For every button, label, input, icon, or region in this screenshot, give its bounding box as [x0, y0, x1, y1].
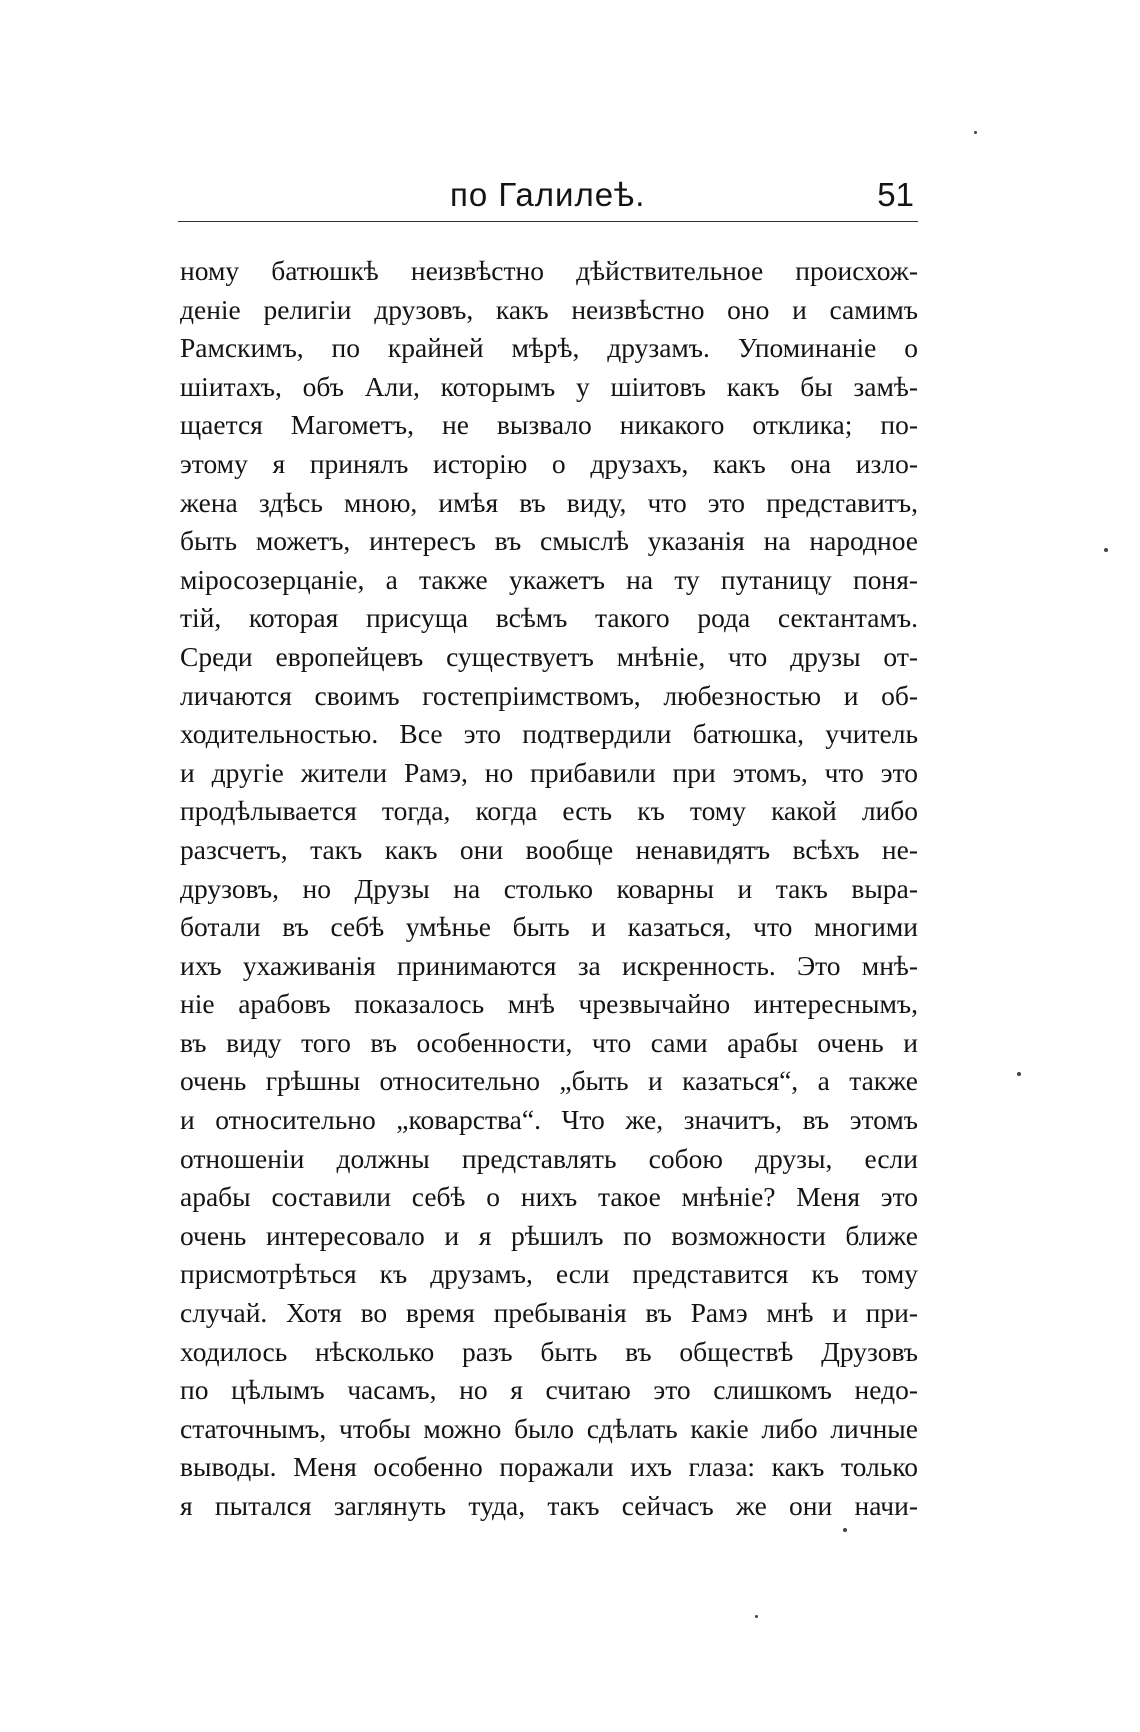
text-line: отношеніи должны представлять собою друзы, если: [180, 1142, 918, 1174]
text-line: и относительно „коварства“. Что же, значитъ, въ этомъ: [180, 1104, 918, 1136]
text-line: арабы составили себѣ о нихъ такое мнѣніе? Меня это: [180, 1181, 918, 1213]
text-line: Рамскимъ, по крайней мѣрѣ, друзамъ. Упоминаніе о: [180, 332, 918, 364]
text-line: по цѣлымъ часамъ, но я считаю это слишкомъ недо-: [180, 1374, 918, 1406]
text-line: міросозерцаніе, а также укажетъ на ту путаницу поня-: [180, 563, 918, 595]
ink-speck: [1017, 1072, 1021, 1076]
text-line: разсчетъ, такъ какъ они вообще ненавидятъ всѣхъ не-: [180, 833, 918, 865]
text-line: выводы. Меня особенно поражали ихъ глаза: какъ только: [180, 1451, 918, 1483]
ink-speck: [843, 1528, 847, 1532]
text-line: жена здѣсь мною, имѣя въ виду, что это представитъ,: [180, 486, 918, 518]
body-text: [180, 252, 918, 1526]
text-line: присмотрѣться къ друзамъ, если представится къ тому: [180, 1258, 918, 1290]
text-line: случай. Хотя во время пребыванія въ Рамэ мнѣ и при-: [180, 1297, 918, 1329]
text-line: Среди европейцевъ существуетъ мнѣніе, что друзы от-: [180, 640, 918, 672]
text-line: ному батюшкѣ неизвѣстно дѣйствительное происхож-: [180, 255, 918, 286]
text-line: ботали въ себѣ умѣнье быть и казаться, что многими: [180, 911, 918, 943]
text-line: ходительностью. Все это подтвердили батюшка, учитель: [180, 718, 918, 750]
running-title: по Галилеѣ.: [450, 176, 646, 213]
ink-speck: [1104, 548, 1108, 552]
ink-speck: [974, 131, 977, 134]
text-line: статочнымъ, чтобы можно было сдѣлать какіе либо личные: [180, 1412, 918, 1444]
text-line: щается Магометъ, не вызвало никакого отклика; по-: [180, 409, 918, 441]
text-line: и другіе жители Рамэ, но прибавили при этомъ, что это: [180, 756, 918, 788]
text-line: друзовъ, но Друзы на столько коварны и такъ выра-: [180, 872, 918, 904]
text-line: шіитахъ, объ Али, которымъ у шіитовъ какъ бы замѣ-: [180, 370, 918, 402]
text-line: очень грѣшны относительно „быть и казаться“, а также: [180, 1065, 918, 1097]
text-line: личаются своимъ гостепріимствомъ, любезностью и об-: [180, 679, 918, 711]
text-line: въ виду того въ особенности, что сами арабы очень и: [180, 1026, 918, 1058]
ink-speck: [755, 1615, 758, 1618]
text-line: ходилось нѣсколько разъ быть въ обществѣ Друзовъ: [180, 1335, 918, 1367]
text-line: ихъ ухаживанія принимаются за искренность. Это мнѣ-: [180, 949, 918, 981]
text-line: деніе религіи друзовъ, какъ неизвѣстно оно и самимъ: [180, 293, 918, 325]
text-line: я пытался заглянуть туда, такъ сейчасъ же они начи-: [180, 1490, 918, 1521]
text-line: этому я принялъ исторію о друзахъ, какъ она изло-: [180, 447, 918, 479]
text-line: продѣлывается тогда, когда есть къ тому какой либо: [180, 795, 918, 827]
page-number: 51: [877, 176, 914, 213]
header-rule: [178, 221, 918, 222]
text-line: быть можетъ, интересъ въ смыслѣ указанія на народное: [180, 525, 918, 557]
text-line: очень интересовало и я рѣшилъ по возможности ближе: [180, 1219, 918, 1251]
running-header: [178, 172, 918, 222]
text-line: ніе арабовъ показалось мнѣ чрезвычайно интереснымъ,: [180, 988, 918, 1020]
text-line: тій, которая присуща всѣмъ такого рода сектантамъ.: [180, 602, 918, 634]
